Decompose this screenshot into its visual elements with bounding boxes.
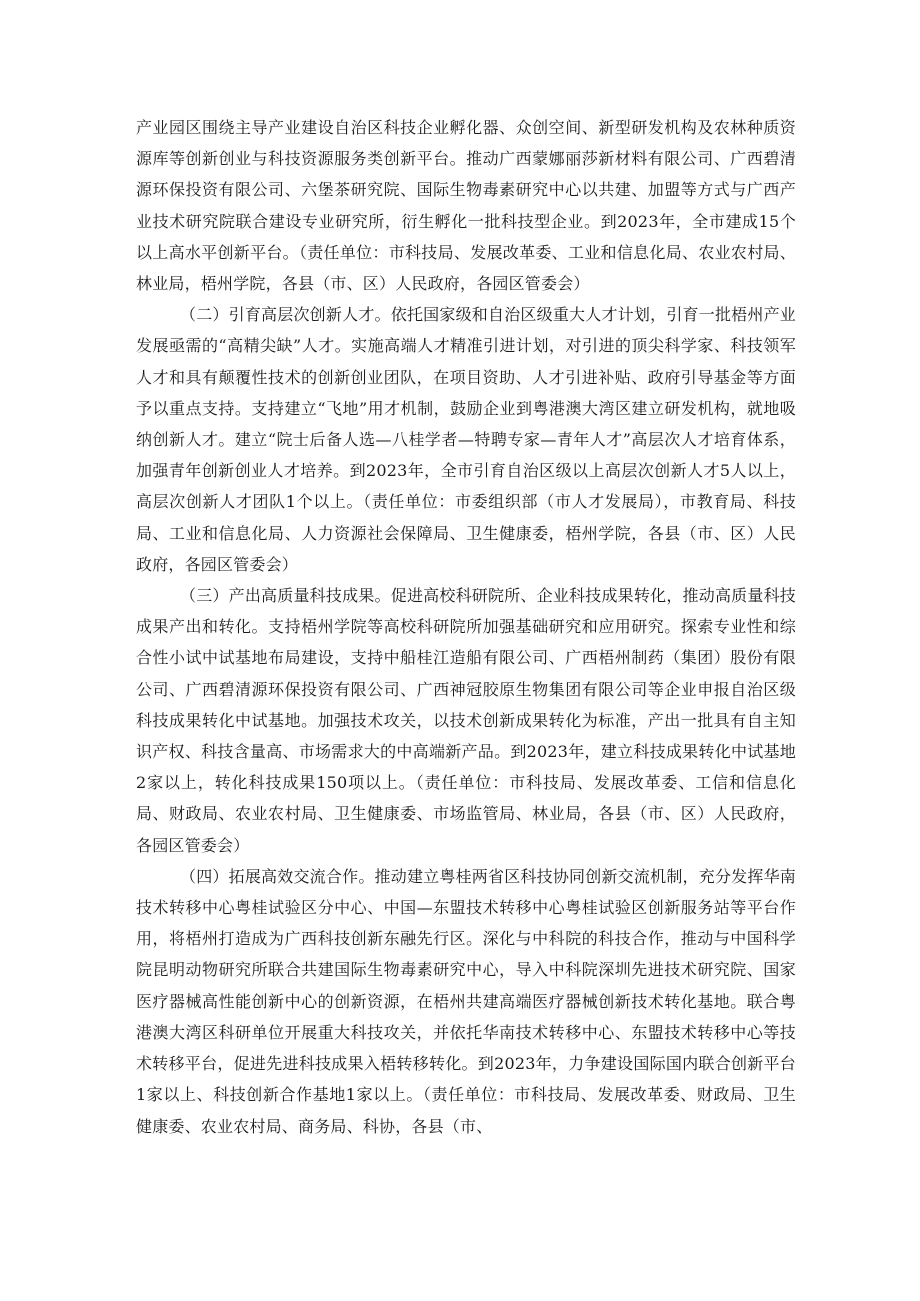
- paragraph-talent: （二）引育高层次创新人才。依托国家级和自治区级重大人才计划，引育一批梧州产业发展亟需的“高精尖缺”人才。实施高端人才精准引进计划，对引进的顶尖科学家、科技领军人才和具有颠覆性技术的创新创业团队，在项目资助、人才引进补贴、政府引导基金等方面予以重点支持。支持建立“飞地”用才机制，鼓励企业到粤港澳大湾区建立研发机构，就地吸纳创新人才。建立“院士后备人选—八桂学者—特聘专家—青年人才”高层次人才培育体系，加强青年创新创业人才培养。到2023年，全市引育自治区级以上高层次创新人才5人以上，高层次创新人才团队1个以上。（责任单位：市委组织部（市人才发展局），市教育局、科技局、工业和信息化局、人力资源社会保障局、卫生健康委，梧州学院，各县（市、区）人民政府，各园区管委会）: [136, 305, 796, 574]
- paragraph-continuation: 产业园区围绕主导产业建设自治区科技企业孵化器、众创空间、新型研发机构及农林种质资源库等创新创业与科技资源服务类创新平台。推动广西蒙娜丽莎新材料有限公司、广西碧清源环保投资有限公司、六堡茶研究院、国际生物毒素研究中心以共建、加盟等方式与广西产业技术研究院联合建设专业研究所，衍生孵化一批科技型企业。到2023年，全市建成15个以上高水平创新平台。（责任单位：市科技局、发展改革委、工业和信息化局、农业农村局、林业局，梧州学院，各县（市、区）人民政府，各园区管委会）: [136, 118, 796, 294]
- paragraph-cooperation: （四）拓展高效交流合作。推动建立粤桂两省区科技协同创新交流机制，充分发挥华南技术转移中心粤桂试验区分中心、中国—东盟技术转移中心粤桂试验区创新服务站等平台作用，将梧州打造成为广西科技创新东融先行区。深化与中科院的科技合作，推动与中国科学院昆明动物研究所联合共建国际生物毒素研究中心，导入中科院深圳先进技术研究院、国家医疗器械高性能创新中心的创新资源，在梧州共建高端医疗器械创新技术转化基地。联合粤港澳大湾区科研单位开展重大科技攻关，并依托华南技术转移中心、东盟技术转移中心等技术转移平台，促进先进科技成果入梧转移转化。到2023年，力争建设国际国内联合创新平台1家以上、科技创新合作基地1家以上。（责任单位：市科技局、发展改革委、财政局、卫生健康委、农业农村局、商务局、科协，各县（市、: [136, 866, 796, 1136]
- paragraph-achievements: （三）产出高质量科技成果。促进高校科研院所、企业科技成果转化，推动高质量科技成果产出和转化。支持梧州学院等高校科研院所加强基础研究和应用研究。探索专业性和综合性小试中试基地布局建设，支持中船桂江造船有限公司、广西梧州制药（集团）股份有限公司、广西碧清源环保投资有限公司、广西神冠胶原生物集团有限公司等企业申报自治区级科技成果转化中试基地。加强技术攻关，以技术创新成果转化为标准，产出一批具有自主知识产权、科技含量高、市场需求大的中高端新产品。到2023年，建立科技成果转化中试基地2家以上，转化科技成果150项以上。（责任单位：市科技局、发展改革委、工信和信息化局、财政局、农业农村局、卫生健康委、市场监管局、林业局，各县（市、区）人民政府，各园区管委会）: [136, 586, 796, 855]
- document-body: [136, 112, 796, 1142]
